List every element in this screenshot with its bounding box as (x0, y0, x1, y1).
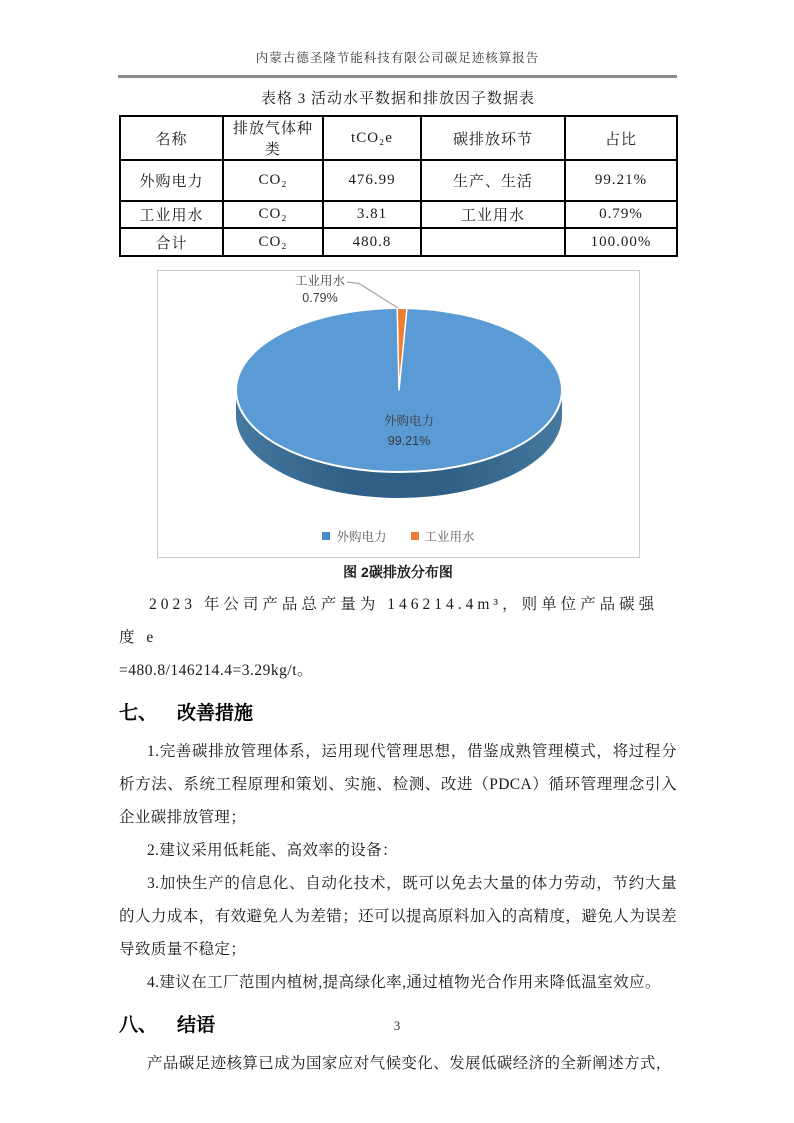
cell-tco2e: 3.81 (323, 201, 421, 228)
header-title: 内蒙古德圣隆节能科技有限公司碳足迹核算报告 (255, 51, 540, 65)
cell-stage: 工业用水 (421, 201, 565, 228)
section-title: 结语 (177, 1015, 216, 1036)
conclusion-paragraph: 产品碳足迹核算已成为国家应对气候变化、发展低碳经济的全新阐述方式， (147, 1055, 672, 1072)
improvement-item-2: 2.建议采用低耗能、高效率的设备： (147, 842, 398, 859)
cell-name: 外购电力 (120, 160, 223, 201)
legend-item-water (411, 527, 475, 545)
section-number: 七、 (119, 703, 158, 724)
legend-item-electricity (322, 527, 386, 545)
cell-gas: CO₂ (223, 228, 323, 256)
col-header-name: 名称 (120, 116, 223, 160)
cell-gas: CO₂ (223, 160, 323, 201)
cell-share: 99.21% (565, 160, 677, 201)
table-row (120, 228, 677, 256)
legend-label-electricity: 外购电力 (336, 530, 387, 544)
col-header-tco2e: tCO₂e (323, 116, 421, 160)
table-header-row (120, 116, 677, 160)
intensity-paragraph-line1: 2023 年公司产品总产量为 146214.4m³，则单位产品碳强度 e (119, 596, 659, 646)
cell-stage (421, 228, 565, 256)
page-header (118, 48, 677, 78)
emission-data-table (119, 115, 678, 257)
table-title: 表格 3 活动水平数据和排放因子数据表 (260, 91, 535, 107)
col-header-gas: 排放气体种类 (223, 116, 323, 160)
section-title: 改善措施 (177, 703, 254, 724)
improvement-item-1: 1.完善碳排放管理体系，运用现代管理思想，借鉴成熟管理模式，将过程分析方法、系统工程原理和策划、实施、检测、改进（PDCA）循环管理理念引入企业碳排放管理； (119, 743, 677, 826)
cell-share: 0.79% (565, 201, 677, 228)
pie-chart (157, 270, 640, 558)
intensity-paragraph-line2: =480.8/146214.4=3.29kg/t。 (119, 662, 314, 679)
cell-name: 工业用水 (120, 201, 223, 228)
cell-share: 100.00% (565, 228, 677, 256)
improvement-item-4: 4.建议在工厂范围内植树,提高绿化率,通过植物光合作用来降低温室效应。 (147, 974, 661, 991)
section-number: 八、 (119, 1015, 158, 1036)
cell-gas: CO₂ (223, 201, 323, 228)
figure-caption: 图 2碳排放分布图 (343, 564, 453, 580)
chart-legend (158, 527, 639, 545)
col-header-share: 占比 (565, 116, 677, 160)
legend-swatch-water-icon (411, 532, 419, 540)
legend-swatch-electricity-icon (322, 532, 330, 540)
pie-slice-label (349, 411, 469, 451)
table-row (120, 201, 677, 228)
table-row (120, 160, 677, 201)
cell-tco2e: 476.99 (323, 160, 421, 201)
section-heading-improvement (119, 701, 677, 727)
improvement-item-3: 3.加快生产的信息化、自动化技术，既可以免去大量的体力劳动，节约大量的人力成本，有效避免人为差错；还可以提高原料加入的高精度，避免人为误差导致质量不稳定； (119, 875, 677, 958)
pie-callout-label (270, 273, 370, 307)
callout-label-name: 工业用水 (294, 274, 345, 288)
cell-tco2e: 480.8 (323, 228, 421, 256)
callout-label-pct: 0.79% (302, 291, 338, 305)
slice-label-name: 外购电力 (383, 414, 434, 428)
legend-label-water: 工业用水 (424, 530, 475, 544)
page-content (119, 88, 677, 1080)
page-number: 3 (393, 1018, 401, 1033)
cell-name: 合计 (120, 228, 223, 256)
slice-label-pct: 99.21% (387, 434, 431, 448)
col-header-stage: 碳排放环节 (421, 116, 565, 160)
cell-stage: 生产、生活 (421, 160, 565, 201)
